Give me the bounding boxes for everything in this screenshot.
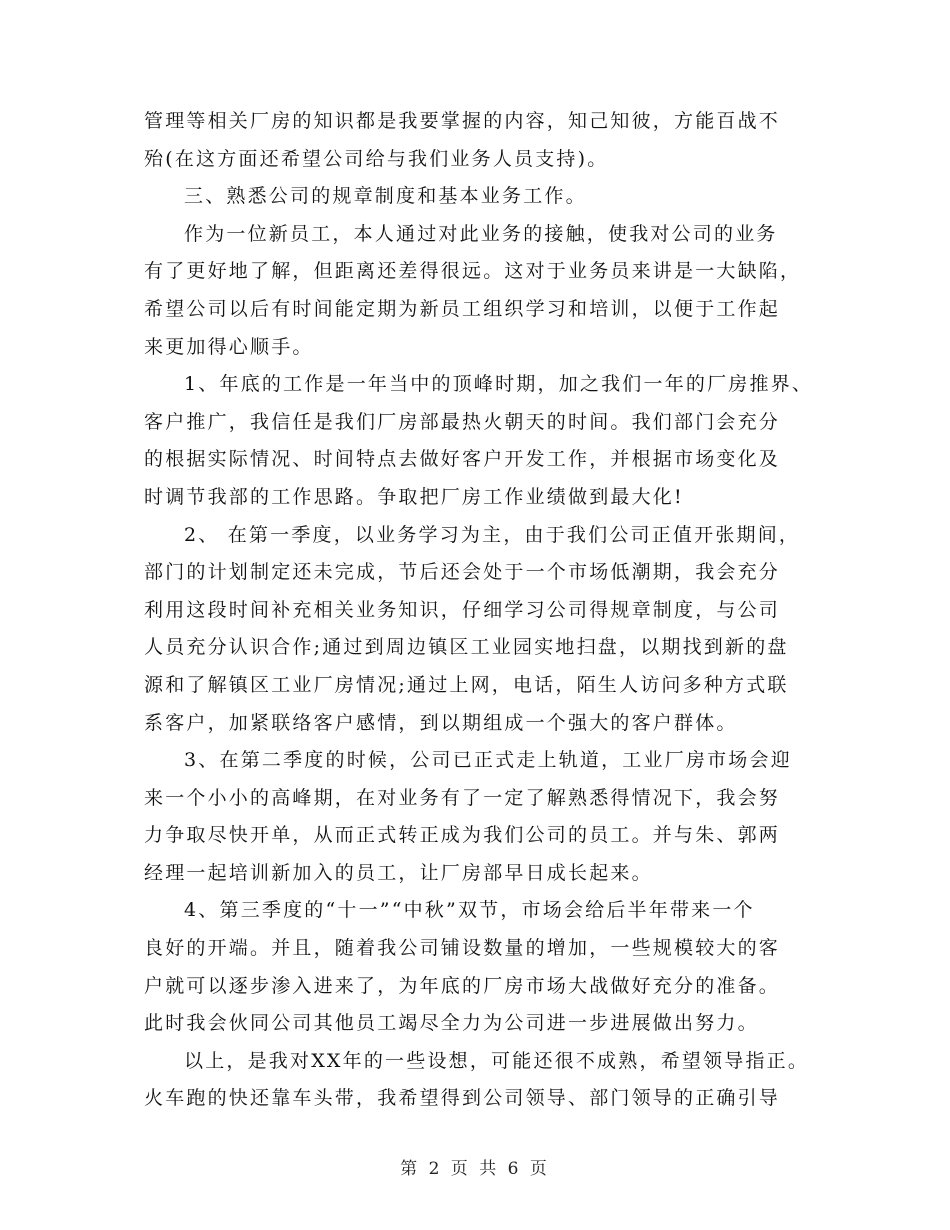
text-line: 火车跑的快还靠车头带，我希望得到公司领导、部门领导的正确引导 (144, 1087, 781, 1110)
text-line: 希望公司以后有时间能定期为新员工组织学习和培训，以便于工作起 (144, 297, 781, 320)
text-line: 人员充分认识合作;通过到周边镇区工业园实地扫盘，以期找到新的盘 (144, 636, 789, 659)
text-line: 户就可以逐步渗入进来了，为年底的厂房市场大战做好充分的准备。 (144, 974, 781, 997)
text-line: 客户推广，我信任是我们厂房部最热火朝天的时间。我们部门会充分 (144, 410, 781, 433)
text-line: 此时我会伙同公司其他员工竭尽全力为公司进一步进展做出努力。 (144, 1012, 759, 1035)
text-line: 的根据实际情况、时间特点去做好客户开发工作，并根据市场变化及 (144, 448, 781, 471)
text-line: 2、 在第一季度，以业务学习为主，由于我们公司正值开张期间， (184, 523, 801, 546)
text-line: 以上，是我对XX年的一些设想，可能还很不成熟，希望领导指正。 (184, 1049, 810, 1072)
text-line: 利用这段时间补充相关业务知识，仔细学习公司得规章制度，与公司 (144, 598, 781, 621)
text-line: 1、年底的工作是一年当中的顶峰时期，加之我们一年的厂房推界、 (184, 373, 814, 396)
text-line: 经理一起培训新加入的员工，让厂房部早日成长起来。 (144, 861, 653, 884)
text-line: 时调节我部的工作思路。争取把厂房工作业绩做到最大化! (144, 485, 684, 508)
text-line: 三、熟悉公司的规章制度和基本业务工作。 (184, 185, 587, 208)
text-line: 力争取尽快开单，从而正式转正成为我们公司的员工。并与朱、郭两 (144, 824, 781, 847)
text-line: 4、第三季度的“十一”“中秋”双节，市场会给后半年带来一个 (184, 899, 755, 922)
text-line: 有了更好地了解，但距离还差得很远。这对于业务员来讲是一大缺陷， (144, 260, 802, 283)
text-line: 来一个小小的高峰期，在对业务有了一定了解熟悉得情况下，我会努 (144, 786, 781, 809)
text-line: 系客户，加紧联络客户感情，到以期组成一个强大的客户群体。 (144, 711, 738, 734)
text-line: 殆(在这方面还希望公司给与我们业务人员支持)。 (144, 147, 609, 170)
text-line: 源和了解镇区工业厂房情况;通过上网，电话，陌生人访问多种方式联 (144, 673, 789, 696)
text-line: 良好的开端。并且，随着我公司铺设数量的增加，一些规模较大的客 (144, 937, 781, 960)
text-line: 来更加得心顺手。 (144, 335, 314, 358)
document-body (144, 103, 824, 1118)
text-line: 作为一位新员工，本人通过对此业务的接触，使我对公司的业务 (184, 222, 778, 245)
text-line: 部门的计划制定还未完成，节后还会处于一个市场低潮期，我会充分 (144, 561, 781, 584)
page-number-footer: 第 2 页 共 6 页 (400, 1159, 550, 1179)
text-line: 管理等相关厂房的知识都是我要掌握的内容，知己知彼，方能百战不 (144, 110, 781, 132)
text-line: 3、在第二季度的时候，公司已正式走上轨道，工业厂房市场会迎 (184, 749, 792, 772)
